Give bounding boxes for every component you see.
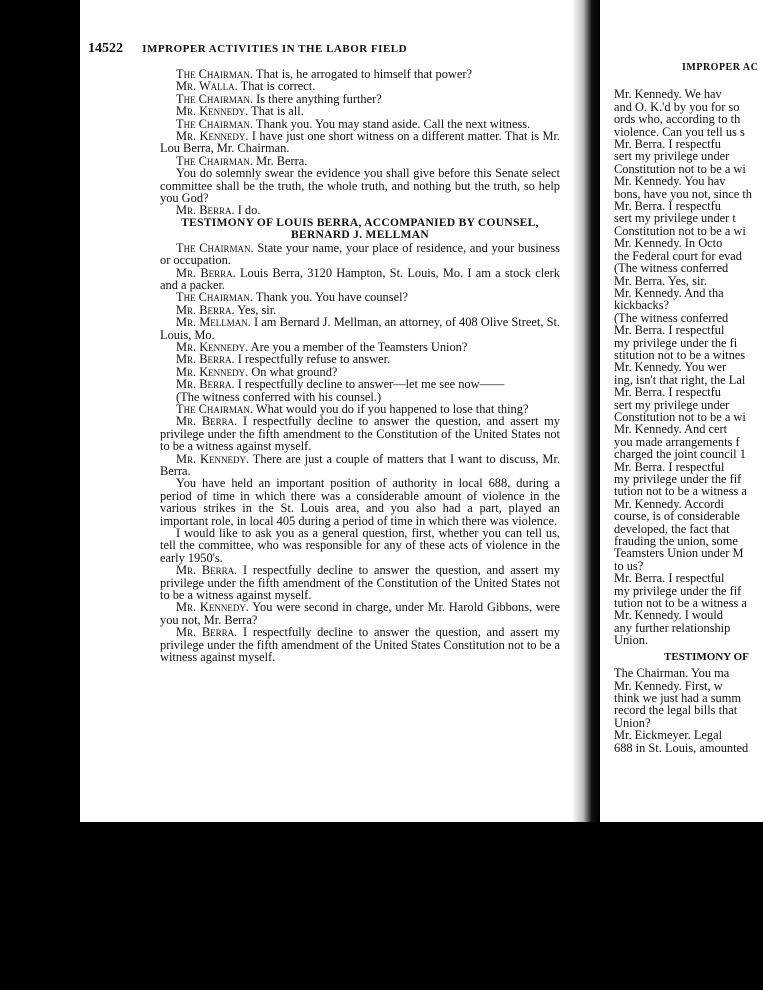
running-head: IMPROPER ACTIVITIES IN THE LABOR FIELD — [142, 43, 408, 55]
right-text-line: ing, isn't that right, the Lal — [614, 372, 746, 387]
right-text-line: charged the joint council 1 — [614, 447, 746, 462]
speech-text: There are just a couple of matters that I want to discuss, Mr. Berra. — [160, 451, 560, 478]
dialogue-paragraph — [160, 601, 560, 626]
speaker-name: The Chairman. — [176, 153, 254, 168]
book-gutter — [572, 0, 600, 822]
page-number: 14522 — [88, 41, 123, 56]
right-text-line: any further relationship — [614, 620, 731, 635]
speech-text: I respectfully decline to answer the question, and assert my privilege under the fifth amendment of the Constitution of the United States not to be a witness against myself. — [160, 563, 560, 603]
right-text-line: Union? — [614, 715, 651, 730]
right-text-line: Mr. Berra. Yes, sir. — [614, 273, 707, 288]
speech-text: Louis Berra, 3120 Hampton, St. Louis, Mo. I am a stock clerk and a packer. — [160, 265, 560, 292]
speech-text: I respectfully decline to answer the question, and assert my privilege under the fifth amendment to the Constitution of the United States not to be a witness against myself. — [160, 414, 560, 454]
speaker-name: Mr. Berra. — [176, 203, 235, 218]
speaker-name: Mr. Kennedy. — [176, 339, 249, 354]
speech-text: I respectfully decline to answer—let me see now—— — [234, 377, 505, 392]
right-text-line: Mr. Berra. I respectful — [614, 323, 725, 338]
speaker-name: Mr. Berra. — [176, 625, 238, 640]
speaker-name: The Chairman. — [176, 116, 254, 131]
speaker-name: The Chairman. — [176, 290, 254, 305]
speech-text: You have held an important position of authority in local 688, during a period of time in which there was a considerable amount of violence in the various strikes in the St. Louis area, and you also had a part, played an important role, in local 405 during a period of time in which there was violence. — [160, 476, 560, 528]
right-text-line: Mr. Berra. I respectful — [614, 459, 725, 474]
speech-text: Are you a member of the Teamsters Union? — [248, 339, 468, 354]
speech-text: That is all. — [248, 104, 304, 119]
speech-text: I respectfully refuse to answer. — [234, 352, 391, 367]
speaker-name: Mr. Berra. — [176, 414, 238, 429]
right-text-line: Mr. Kennedy. You wer — [614, 360, 727, 375]
right-text-line: my privilege under the fif — [614, 583, 742, 598]
speech-text: That is correct. — [237, 79, 316, 94]
speech-text: I am Bernard J. Mellman, an attorney, of 408 Olive Street, St. Louis, Mo. — [160, 315, 560, 342]
right-text-line: Mr. Eickmeyer. Legal — [614, 728, 723, 743]
right-text-line: Mr. Kennedy. And tha — [614, 285, 724, 300]
left-page-header — [88, 40, 407, 57]
speaker-name: Mr. Kennedy. — [176, 104, 249, 119]
dialogue-paragraph — [160, 626, 560, 663]
right-text-line: Mr. Kennedy. I would — [614, 608, 723, 623]
speaker-name: The Chairman. — [176, 91, 254, 106]
speech-text: Is there anything further? — [253, 91, 382, 106]
right-text-line: violence. Can you tell us s — [614, 124, 745, 139]
right-text-line: ords who, according to th — [614, 112, 741, 127]
speech-text: (The witness conferred with his counsel.) — [176, 389, 382, 404]
pre-testimony-dialogue — [160, 68, 560, 217]
speaker-name: Mr. Berra. — [176, 563, 238, 578]
dialogue-paragraph — [160, 316, 560, 341]
dialogue-paragraph — [160, 267, 560, 292]
dialogue-paragraph — [160, 167, 560, 204]
right-text-line: Mr. Berra. I respectful — [614, 571, 725, 586]
speech-text: Thank you. You may stand aside. Call the next witness. — [253, 116, 531, 131]
dialogue-paragraph — [160, 415, 560, 452]
right-text-line: tution not to be a witness a — [614, 484, 747, 499]
speech-text: Mr. Berra. — [253, 153, 308, 168]
speaker-name: Mr. Berra. — [176, 302, 235, 317]
speaker-name: Mr. Kennedy. — [176, 600, 249, 615]
right-text-line: Mr. Berra. I respectfu — [614, 385, 721, 400]
speech-text: That is, he arrogated to himself that power? — [253, 67, 472, 81]
right-text-line: think we just had a summ — [614, 690, 741, 705]
dialogue-paragraph — [160, 204, 560, 216]
right-text-line: Constitution not to be a wi — [614, 161, 746, 176]
right-text-line: course, is of considerable — [614, 509, 740, 524]
speaker-name: Mr. Berra. — [176, 377, 235, 392]
speaker-name: Mr. Berra. — [176, 265, 236, 280]
testimony-heading: TESTIMONY OF LOUIS BERRA, ACCOMPANIED BY COUNSEL, BERNARD J. MELLMAN — [181, 216, 539, 242]
right-text-line: Union. — [614, 633, 649, 648]
right-text-line: Mr. Kennedy. We hav — [614, 87, 722, 102]
dialogue-paragraph — [160, 130, 560, 155]
right-text-line: Mr. Kennedy. First, w — [614, 678, 723, 693]
right-text-line: sert my privilege under t — [614, 211, 736, 226]
right-text-line: sert my privilege under — [614, 149, 730, 164]
speech-text: I would like to ask you as a general question, first, whether you can tell us, tell the committee, who was responsible for any of these acts of violence in the early 1950's. — [160, 526, 560, 565]
right-text-line: (The witness conferred — [614, 261, 729, 276]
speech-text: On what ground? — [248, 364, 338, 379]
right-text-line: Mr. Berra. I respectfu — [614, 137, 721, 152]
right-text-line: Mr. Berra. I respectfu — [614, 199, 721, 214]
right-text-line: Constitution not to be a wi — [614, 223, 746, 238]
left-column-text — [160, 68, 560, 664]
dialogue-paragraph — [160, 242, 560, 267]
speech-text: Thank you. You have counsel? — [253, 290, 409, 305]
speech-text: State your name, your place of residence, and your business or occupation. — [160, 240, 560, 268]
right-text-line: Mr. Kennedy. In Octo — [614, 236, 723, 251]
right-text-line: Teamsters Union under M — [614, 546, 744, 561]
speech-text: What would you do if you happened to lose that thing? — [253, 401, 529, 416]
testimony-dialogue — [160, 242, 560, 664]
right-text-line: Mr. Kennedy. You hav — [614, 174, 726, 189]
right-text-line: Constitution not to be a wi — [614, 409, 746, 424]
speech-text: I respectfully decline to answer the question, and assert my privilege under the fifth amendment of the United States Constitution not to be a witness against myself. — [160, 625, 560, 665]
right-text-line: and O. K.'d by you for so — [614, 99, 740, 114]
right-dialogue — [614, 88, 763, 646]
right-text-line: frauding the union, some — [614, 534, 738, 549]
speaker-name: The Chairman. — [176, 67, 254, 81]
right-text-line: (The witness conferred — [614, 310, 729, 325]
right-text-line: bons, have you not, since th — [614, 186, 752, 201]
right-text-line: Mr. Kennedy. Accordi — [614, 496, 724, 511]
right-text-line: you made arrangements f — [614, 434, 740, 449]
speaker-name: Mr. Berra. — [176, 352, 235, 367]
right-text-line: The Chairman. You ma — [614, 666, 730, 681]
speaker-name: Mr. Mellman. — [176, 315, 251, 330]
right-text-line: tution not to be a witness a — [614, 596, 747, 611]
speech-text: I do. — [234, 203, 261, 218]
dialogue-paragraph — [160, 527, 560, 564]
speaker-name: Mr. Walla. — [176, 79, 238, 94]
speech-text: Yes, sir. — [234, 302, 277, 317]
right-text-line: stitution not to be a witnes — [614, 347, 746, 362]
right-text-line: sert my privilege under — [614, 397, 730, 412]
speaker-name: Mr. Kennedy. — [176, 364, 249, 379]
scan-background — [0, 822, 763, 990]
dialogue-paragraph — [160, 453, 560, 478]
right-text-line: developed, the fact that — [614, 521, 730, 536]
right-text-line: to us? — [614, 558, 644, 573]
right-text-line: 688 in St. Louis, amounted — [614, 740, 749, 755]
right-column-text — [614, 62, 763, 754]
right-text-line: my privilege under the fif — [614, 472, 742, 486]
dialogue-paragraph — [160, 477, 560, 527]
right-running-head: IMPROPER AC — [682, 62, 759, 73]
speaker-name: Mr. Kennedy. — [176, 451, 250, 466]
right-dialogue-continued — [614, 667, 763, 754]
right-text-line: my privilege under the fi — [614, 335, 738, 350]
right-text-line: Mr. Kennedy. And cert — [614, 422, 728, 437]
right-text-line: record the legal bills that — [614, 703, 738, 718]
right-testimony-heading: TESTIMONY OF — [664, 650, 749, 663]
speech-text: You were second in charge, under Mr. Harold Gibbons, were you not, Mr. Berra? — [160, 600, 560, 627]
speaker-name: The Chairman. — [176, 240, 254, 255]
speaker-name: The Chairman. — [176, 401, 254, 416]
dialogue-paragraph — [160, 564, 560, 601]
right-text-line: kickbacks? — [614, 298, 670, 313]
speaker-name: Mr. Kennedy. — [176, 129, 249, 144]
speech-text: I have just one short witness on a different matter. That is Mr. Lou Berra, Mr. Chairman. — [160, 129, 560, 156]
speech-text: You do solemnly swear the evidence you shall give before this Senate select committee shall be the truth, the whole truth, and nothing but the truth, so help you God? — [160, 166, 560, 206]
right-text-line: the Federal court for evad — [614, 248, 742, 263]
